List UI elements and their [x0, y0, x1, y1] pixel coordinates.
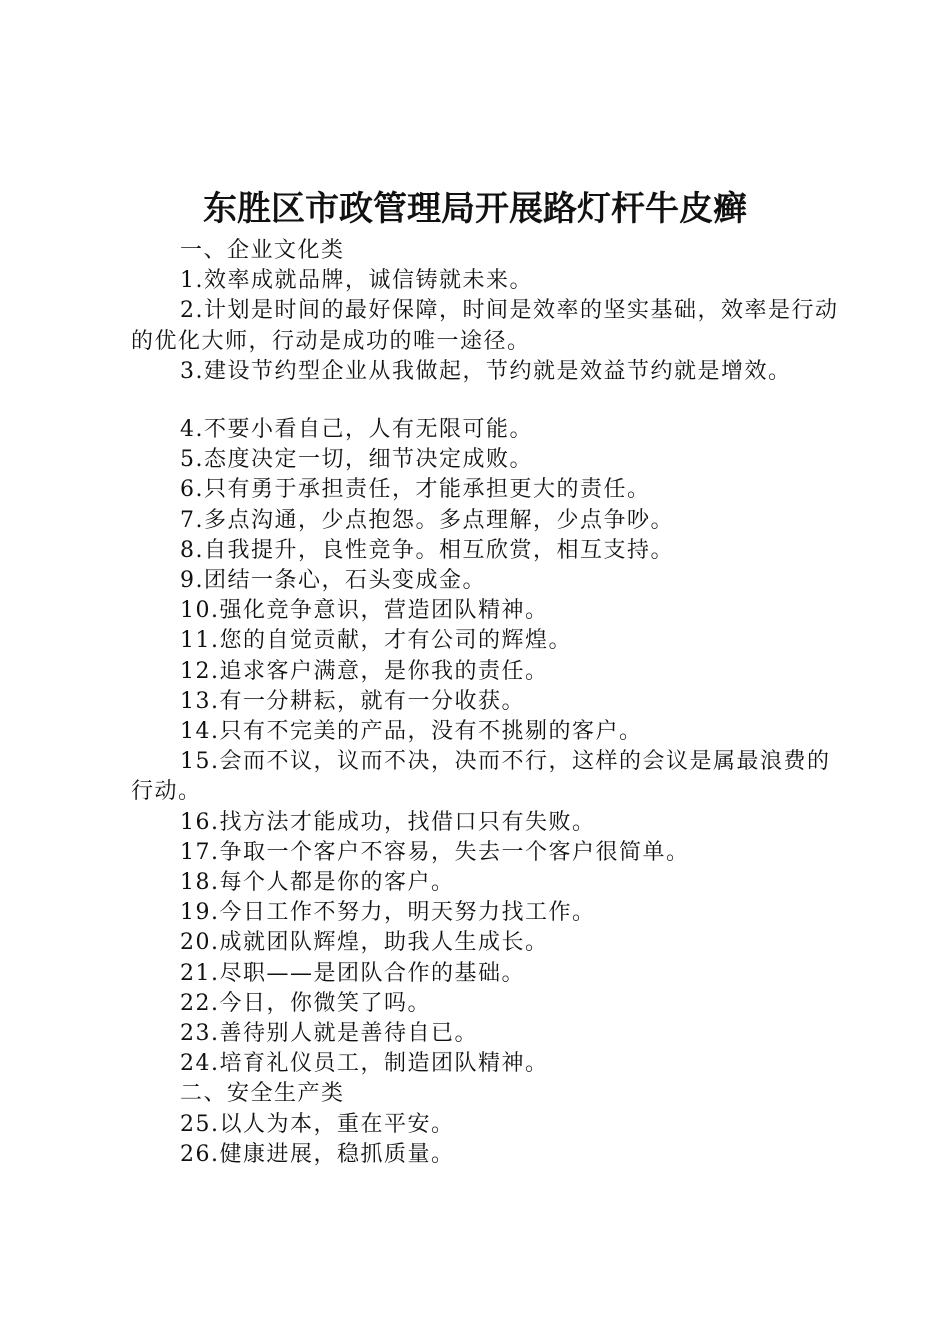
section-heading: 二、安全生产类 — [180, 1081, 345, 1107]
slogan-item: 1.效率成就品牌，诚信铸就未来。 — [180, 268, 533, 294]
slogan-item: 10.强化竞争意识，营造团队精神。 — [180, 598, 549, 624]
section-heading: 一、企业文化类 — [180, 238, 345, 263]
slogan-item: 7.多点沟通，少点抱怨。多点理解，少点争吵。 — [180, 507, 674, 533]
slogan-item: 13.有一分耕耘，就有一分收获。 — [180, 688, 525, 714]
document-body — [131, 236, 841, 1170]
slogan-item: 14.只有不完美的产品，没有不挑剔的客户。 — [180, 719, 643, 745]
slogan-item: 16.找方法才能成功，找借口只有失败。 — [180, 809, 596, 835]
slogan-item: 26.健康进展，稳抓质量。 — [180, 1141, 455, 1167]
slogan-item: 15.会而不议，议而不决，决而不行，这样的会议是属最浪费的行动。 — [131, 749, 831, 805]
slogan-item: 9.团结一条心，石头变成金。 — [180, 568, 486, 594]
slogan-item: 6.只有勇于承担责任，才能承担更大的责任。 — [180, 477, 651, 503]
slogan-item: 23.善待别人就是善待自已。 — [180, 1021, 478, 1047]
slogan-item: 24.培育礼仪员工，制造团队精神。 — [180, 1051, 549, 1077]
slogan-item: 4.不要小看自己，人有无限可能。 — [180, 417, 533, 443]
slogan-item: 18.每个人都是你的客户。 — [180, 870, 455, 896]
slogan-item: 8.自我提升，良性竞争。相互欣赏，相互支持。 — [180, 537, 674, 563]
slogan-item: 5.态度决定一切，细节决定成败。 — [180, 447, 533, 473]
slogan-item: 21.尽职——是团队合作的基础。 — [180, 960, 525, 986]
slogan-item: 20.成就团队辉煌，助我人生成长。 — [180, 930, 549, 956]
slogan-item: 12.追求客户满意，是你我的责任。 — [180, 658, 549, 684]
document-title: 东胜区市政管理局开展路灯杆牛皮癣 — [203, 189, 747, 229]
paragraph-gap — [131, 387, 841, 415]
slogan-item: 25.以人为本，重在平安。 — [180, 1111, 455, 1137]
slogan-item: 3.建设节约型企业从我做起，节约就是效益节约就是增效。 — [180, 358, 792, 384]
slogan-item: 11.您的自觉贡献，才有公司的辉煌。 — [180, 628, 572, 654]
slogan-item: 22.今日，你微笑了吗。 — [180, 990, 431, 1016]
slogan-item: 2.计划是时间的最好保障，时间是效率的坚实基础，效率是行动的优化大师，行动是成功的唯一途径。 — [131, 298, 839, 354]
slogan-item: 17.争取一个客户不容易，失去一个客户很简单。 — [180, 839, 690, 865]
slogan-item: 19.今日工作不努力，明天努力找工作。 — [180, 900, 596, 926]
